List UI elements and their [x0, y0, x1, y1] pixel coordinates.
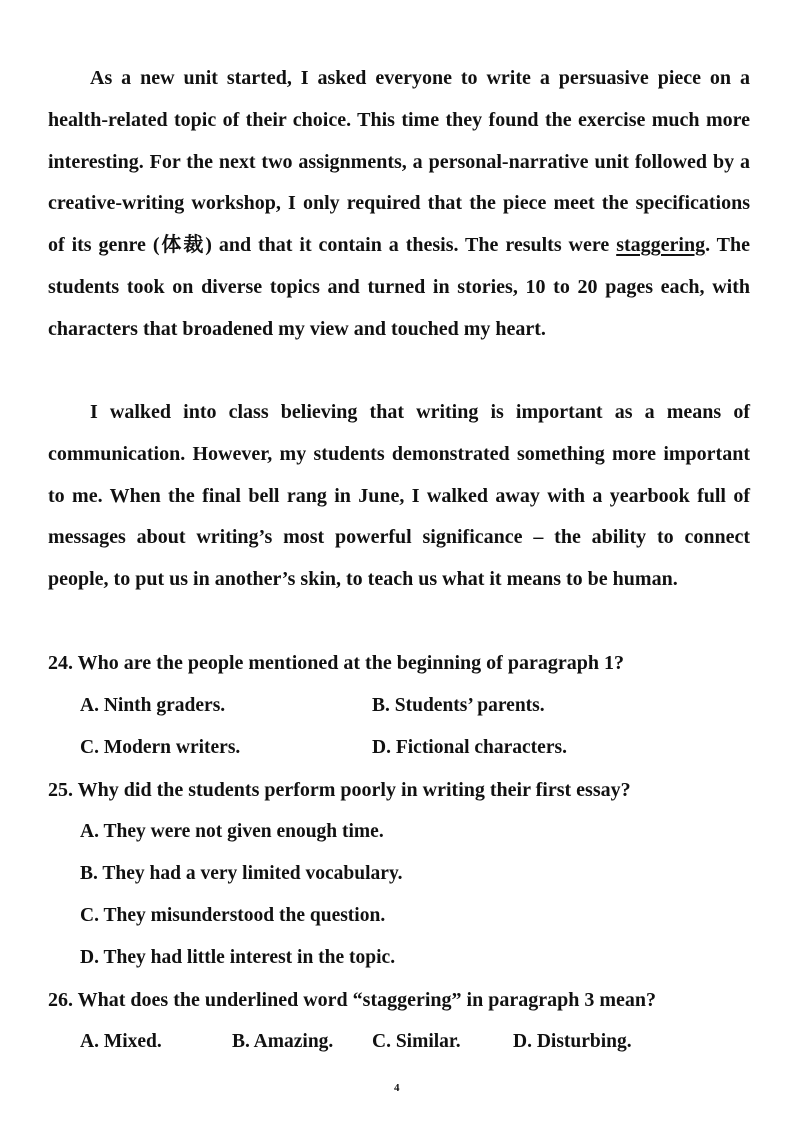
question-25-option-b: B. They had a very limited vocabulary. — [80, 863, 403, 884]
underlined-word-staggering: staggering — [616, 234, 706, 257]
page-number: 4 — [394, 1082, 400, 1094]
paragraph-1-text-part-1: As a new unit started, I asked everyone to write a persuasive piece on a health-related topic of their choice. This time they found the exercise much more interesting. For the next two assignments, a personal-narrative unit followed by a creative-writing workshop, I only required that the piece meet the specifications of its genre (体裁) and that it contain a thesis. The results were — [48, 67, 750, 257]
question-24-option-d: D. Fictional characters. — [372, 737, 567, 758]
question-24-option-b: B. Students’ parents. — [372, 695, 545, 716]
question-25-option-a: A. They were not given enough time. — [80, 821, 384, 842]
question-25-option-d: D. They had little interest in the topic. — [80, 947, 396, 968]
passage-paragraph-1 — [48, 58, 750, 351]
question-25-stem: 25. Why did the students perform poorly in writing their first essay? — [48, 779, 631, 801]
question-24-stem: 24. Who are the people mentioned at the beginning of paragraph 1? — [48, 652, 624, 674]
question-26-option-a: A. Mixed. — [80, 1031, 162, 1052]
passage-paragraph-2: I walked into class believing that writing is important as a means of communication. However, my students demonstrated something more important to me. When the final bell rang in June, I walked away with a yearbook full of messages about writing’s most powerful significance – the ability to connect people, to put us in another’s skin, to teach us what it means to be human. — [48, 401, 750, 591]
question-24-option-c: C. Modern writers. — [80, 737, 241, 758]
question-26-option-c: C. Similar. — [372, 1031, 461, 1052]
question-26-option-d: D. Disturbing. — [513, 1031, 632, 1052]
paragraph-1-text-part-2: . The students took on diverse topics and turned in stories, 10 to 20 pages each, with characters that broadened my view and touched my heart. — [48, 234, 750, 340]
question-26-option-b: B. Amazing. — [232, 1031, 334, 1052]
question-24-option-a: A. Ninth graders. — [80, 695, 226, 716]
question-25-option-c: C. They misunderstood the question. — [80, 905, 386, 926]
question-26-stem: 26. What does the underlined word “staggering” in paragraph 3 mean? — [48, 989, 657, 1011]
